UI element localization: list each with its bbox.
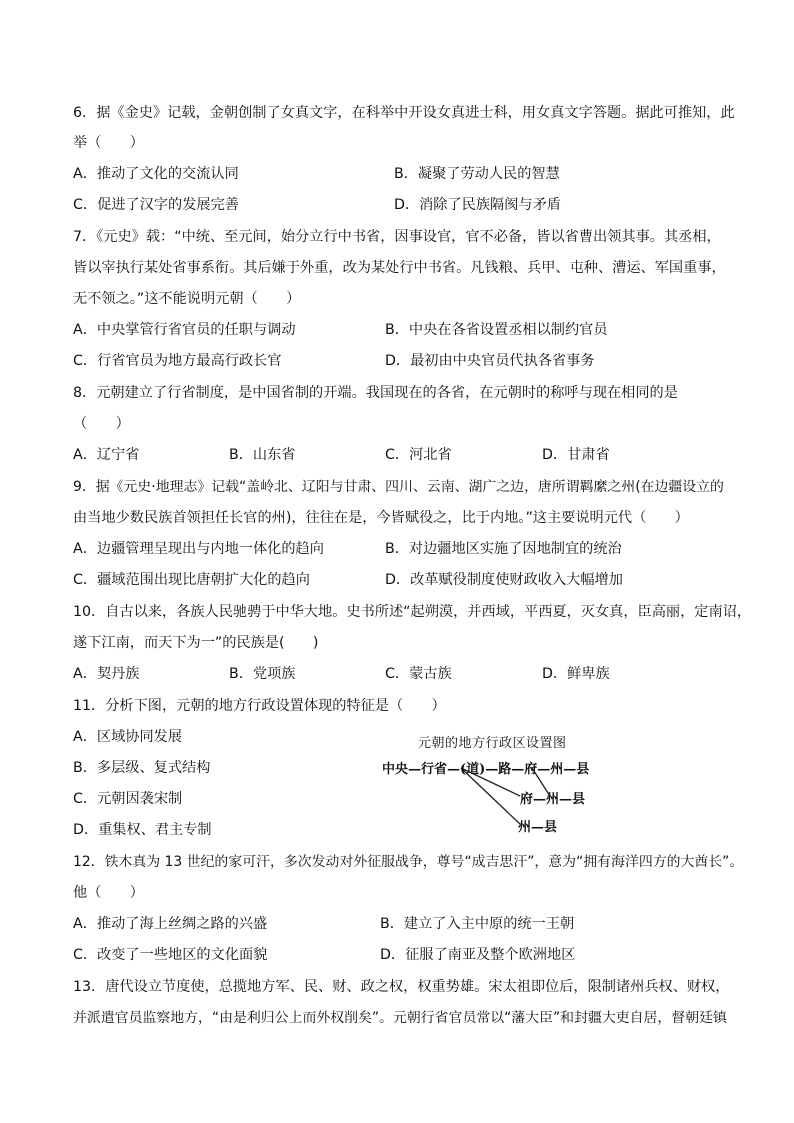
question-6-option-a: A．推动了文化的交流认同 (73, 166, 239, 182)
question-9-stem-line1: 9．据《元史·地理志》记载“盖岭北、辽阳与甘肃、四川、云南、湖广之边，唐所谓羁縻之州(在边疆设立的 (73, 479, 724, 495)
question-10-option-b: B．党项族 (229, 666, 296, 682)
question-10-option-d: D．鲜卑族 (542, 666, 610, 682)
question-12-stem-line1: 12．铁木真为 13 世纪的家可汗，多次发动对外征服战争，尊号“成吉思汗”，意为“拥有海洋四方的大酋长”。 (73, 854, 744, 870)
question-11-stem: 11．分析下图，元朝的地方行政设置体现的特征是（ ） (73, 698, 446, 714)
question-9-option-d: D．改革赋役制度使财政收入大幅增加 (385, 572, 623, 588)
question-8-stem-line1: 8．元朝建立了行省制度，是中国省制的开端。我国现在的各省，在元朝时的称呼与现在相同的是 (73, 385, 678, 401)
diagram-row-1: 中央—行省—(道)—路—府—州—县 (382, 762, 590, 777)
admin-division-diagram (380, 732, 640, 835)
question-12-option-b: B．建立了入主中原的统一王朝 (380, 916, 575, 932)
question-6-stem-line2: 举（ ） (73, 135, 144, 151)
question-11-option-a: A．区域协同发展 (73, 729, 183, 745)
question-7-option-b: B．中央在各省设置丞相以制约官员 (385, 322, 608, 338)
diagram-row-2: 府—州—县 (520, 792, 586, 807)
question-9-stem-line2: 由当地少数民族首领担任长官的州)，往往在是，今皆赋役之，比于内地。”这主要说明元代（ ） (73, 510, 689, 526)
diagram-row-3: 州—县 (518, 820, 558, 835)
question-8-option-d: D．甘肃省 (542, 447, 610, 463)
question-8-option-b: B．山东省 (229, 447, 296, 463)
question-12-option-c: C．改变了一些地区的文化面貌 (73, 947, 268, 963)
question-11-option-c: C．元朝因袭宋制 (73, 791, 183, 807)
question-12-stem-line2: 他（ ） (73, 885, 144, 901)
question-7-option-c: C．行省官员为地方最高行政长官 (73, 353, 282, 369)
question-10-stem-line2: 遂下江南，而天下为一”的民族是( ) (73, 635, 319, 651)
question-10-option-a: A．契丹族 (73, 666, 140, 682)
question-7-stem-line3: 无不领之。”这不能说明元朝（ ） (73, 291, 301, 307)
diagram-title: 元朝的地方行政区设置图 (418, 736, 567, 751)
question-8-option-a: A．辽宁省 (73, 447, 140, 463)
question-13-stem-line2: 并派遣官员监察地方，“由是利归公上而外权削矣”。元朝行省官员常以“藩大臣”和封疆大吏自居，督朝廷镇 (73, 1010, 727, 1026)
question-6-option-c: C．促进了汉字的发展完善 (73, 197, 239, 213)
question-9-option-b: B．对边疆地区实施了因地制宜的统治 (385, 541, 622, 557)
question-6-option-b: B．凝聚了劳动人民的智慧 (394, 166, 560, 182)
question-7-stem-line2: 皆以宰执行某处省事系衔。其后嫌于外重，改为某处行中书省。凡钱粮、兵甲、屯种、漕运、军国重事， (73, 260, 726, 276)
question-13-stem-line1: 13．唐代设立节度使，总揽地方军、民、财、政之权，权重势雄。宋太祖即位后，限制诸州兵权、财权， (73, 979, 730, 995)
question-9-option-a: A．边疆管理呈现出与内地一体化的趋向 (73, 541, 324, 557)
question-7-option-a: A．中央掌管行省官员的任职与调动 (73, 322, 296, 338)
question-7-stem-line1: 7．《元史》载：“中统、至元间，始分立行中书省，因事设官，官不必备，皆以省曹出领其事。其丞相， (73, 229, 721, 245)
question-8-option-c: C．河北省 (385, 447, 452, 463)
question-12-option-a: A．推动了海上丝绸之路的兴盛 (73, 916, 268, 932)
question-10-option-c: C．蒙古族 (385, 666, 452, 682)
question-6-stem-line1: 6．据《金史》记载，金朝创制了女真文字，在科举中开设女真进士科，用女真文字答题。据此可推知，此 (73, 105, 735, 121)
question-6-option-d: D．消除了民族隔阂与矛盾 (394, 197, 561, 213)
question-10-stem-line1: 10．自古以来，各族人民驰骋于中华大地。史书所述“起朔漠，并西域，平西夏，灭女真，臣高丽，定南诏， (73, 604, 752, 620)
question-11-option-b: B．多层级、复式结构 (73, 760, 211, 776)
question-8-stem-line2: （ ） (73, 416, 130, 432)
question-7-option-d: D．最初由中央官员代执各省事务 (385, 353, 595, 369)
question-12-option-d: D．征服了南亚及整个欧洲地区 (380, 947, 576, 963)
question-11-option-d: D．重集权、君主专制 (73, 822, 212, 838)
question-9-option-c: C．疆域范围出现比唐朝扩大化的趋向 (73, 572, 310, 588)
